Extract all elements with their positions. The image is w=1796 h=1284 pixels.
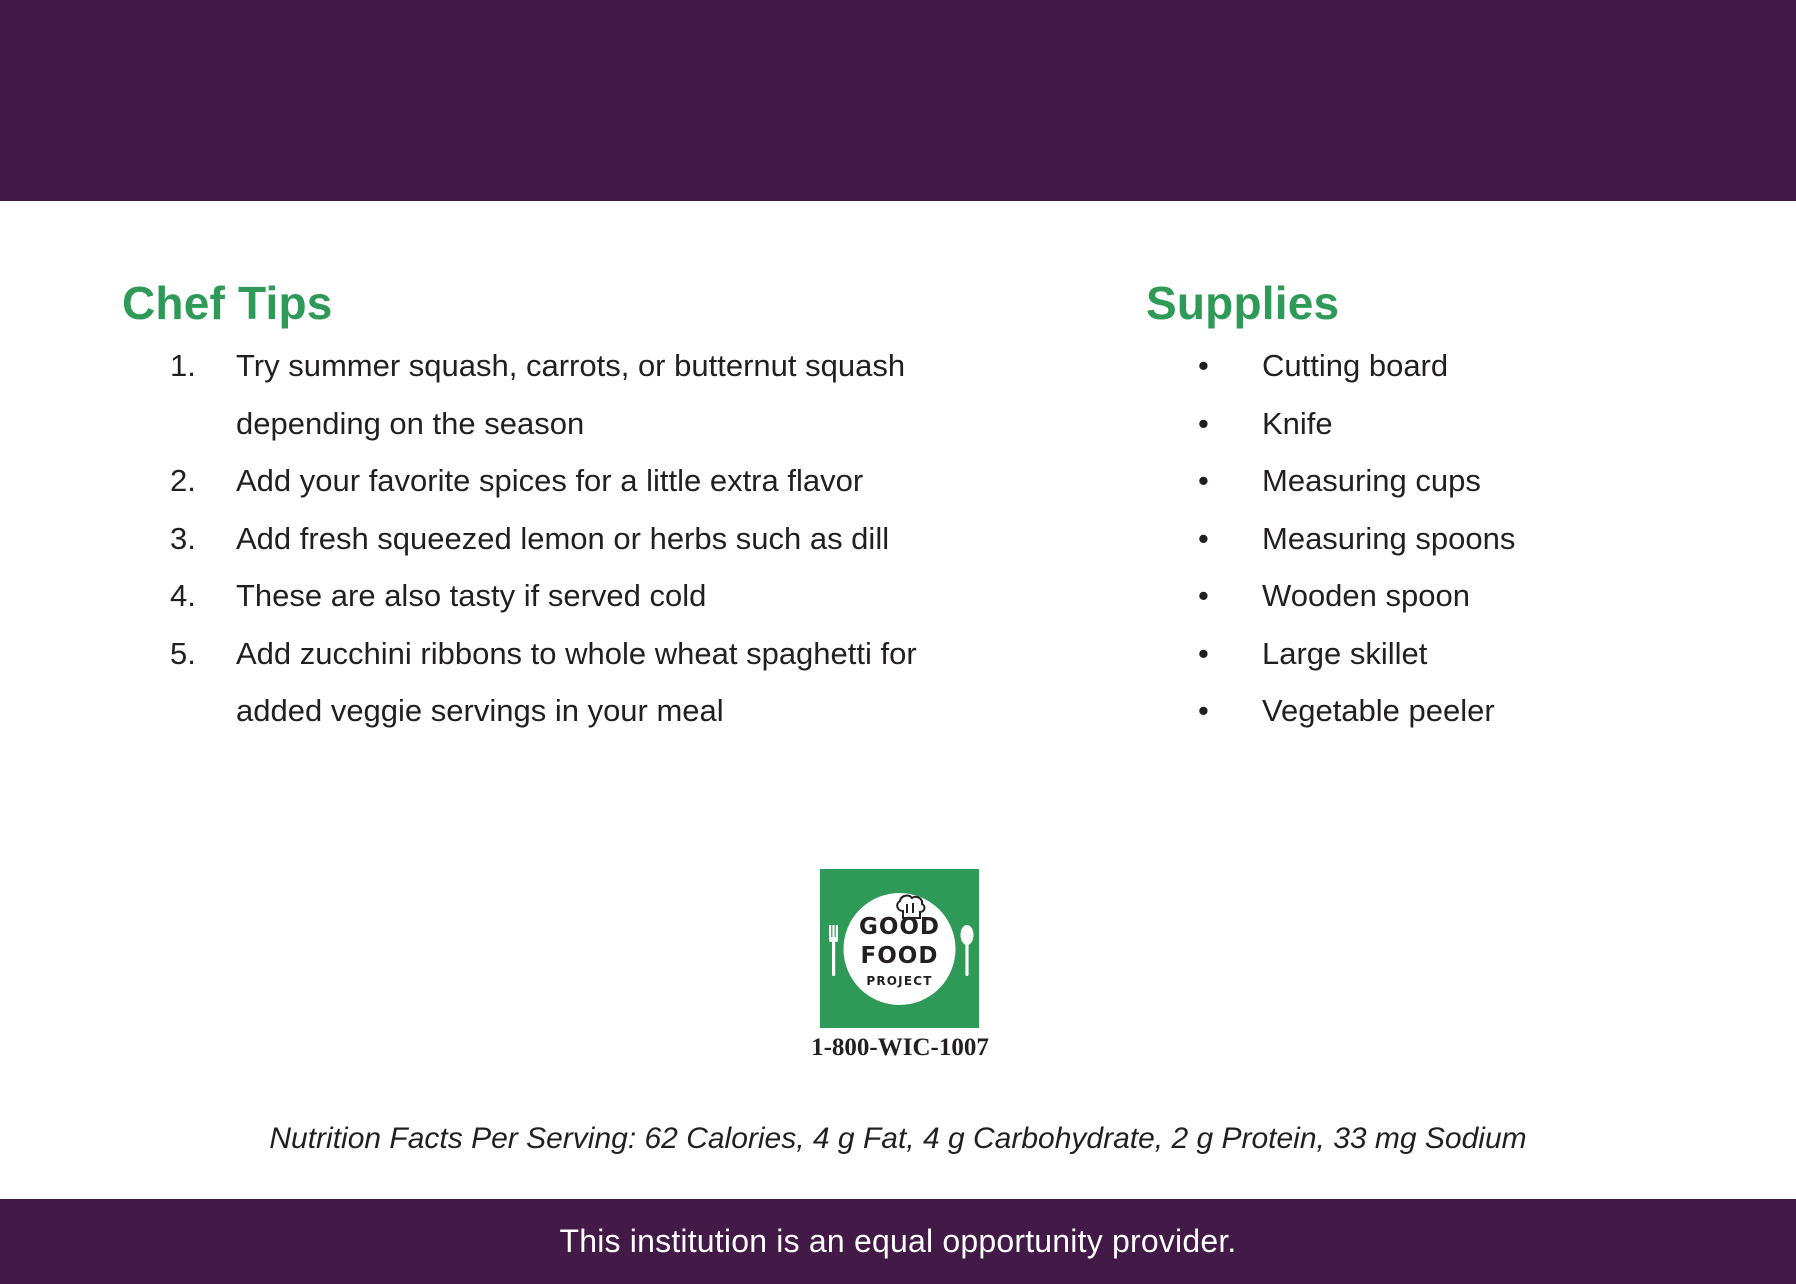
- list-item-text: Wooden spoon: [1262, 578, 1470, 613]
- list-item: [1190, 452, 1690, 510]
- text-line: depending on the season: [236, 405, 585, 441]
- text-line: Add zucchini ribbons to whole wheat spaghetti for: [236, 635, 917, 671]
- logo-text-food: FOOD: [860, 943, 939, 969]
- list-item-text: Vegetable peeler: [1262, 693, 1495, 728]
- list-item: [170, 625, 970, 740]
- list-item: [170, 337, 970, 452]
- text-line: Try summer squash, carrots, or butternut squash: [236, 348, 906, 383]
- list-number: 1.: [170, 348, 196, 383]
- bullet-icon: •: [1198, 520, 1209, 556]
- list-number: 3.: [170, 520, 196, 556]
- list-item: [170, 510, 970, 568]
- phone-number: 1-800-WIC-1007: [811, 1034, 989, 1061]
- logo-text-project: PROJECT: [866, 974, 933, 988]
- bullet-icon: •: [1198, 578, 1209, 613]
- list-item-text: Large skillet: [1262, 635, 1428, 671]
- list-item: [1190, 682, 1690, 740]
- list-item-text: These are also tasty if served cold: [236, 578, 707, 613]
- list-item: [170, 452, 970, 510]
- bullet-icon: •: [1198, 463, 1209, 498]
- header-band: [0, 0, 1796, 201]
- list-number: 5.: [170, 635, 196, 671]
- list-item-text: [236, 625, 970, 740]
- logo-text-good: GOOD: [858, 914, 941, 940]
- list-number: 2.: [170, 463, 196, 498]
- list-item-text: Add your favorite spices for a little extra flavor: [236, 463, 864, 498]
- bullet-icon: •: [1198, 405, 1209, 441]
- bullet-icon: •: [1198, 348, 1209, 383]
- chef-tips-heading: Chef Tips: [122, 277, 333, 329]
- list-item-text: [236, 337, 970, 452]
- chef-tips-list: [170, 337, 970, 740]
- list-item-text: Add fresh squeezed lemon or herbs such as dill: [236, 520, 890, 556]
- list-item: [1190, 567, 1690, 625]
- list-item: [1190, 337, 1690, 395]
- list-item-text: Measuring cups: [1262, 463, 1481, 498]
- text-line: added veggie servings in your meal: [236, 693, 724, 728]
- list-number: 4.: [170, 578, 196, 613]
- nutrition-facts: Nutrition Facts Per Serving: 62 Calories, 4 g Fat, 4 g Carbohydrate, 2 g Protein, 33 mg Sodium: [269, 1122, 1527, 1155]
- list-item: [1190, 510, 1690, 568]
- list-item-text: Knife: [1262, 405, 1333, 441]
- supplies-list: [1190, 337, 1690, 740]
- bullet-icon: •: [1198, 635, 1209, 671]
- list-item: [170, 567, 970, 625]
- footer-band: [0, 1199, 1796, 1284]
- list-item: [1190, 395, 1690, 453]
- good-food-project-logo: [820, 869, 979, 1028]
- bullet-icon: •: [1198, 693, 1209, 728]
- list-item-text: Cutting board: [1262, 348, 1449, 383]
- list-item: [1190, 625, 1690, 683]
- supplies-heading: Supplies: [1146, 277, 1340, 329]
- footer-text: This institution is an equal opportunity provider.: [559, 1223, 1237, 1259]
- list-item-text: Measuring spoons: [1262, 520, 1516, 556]
